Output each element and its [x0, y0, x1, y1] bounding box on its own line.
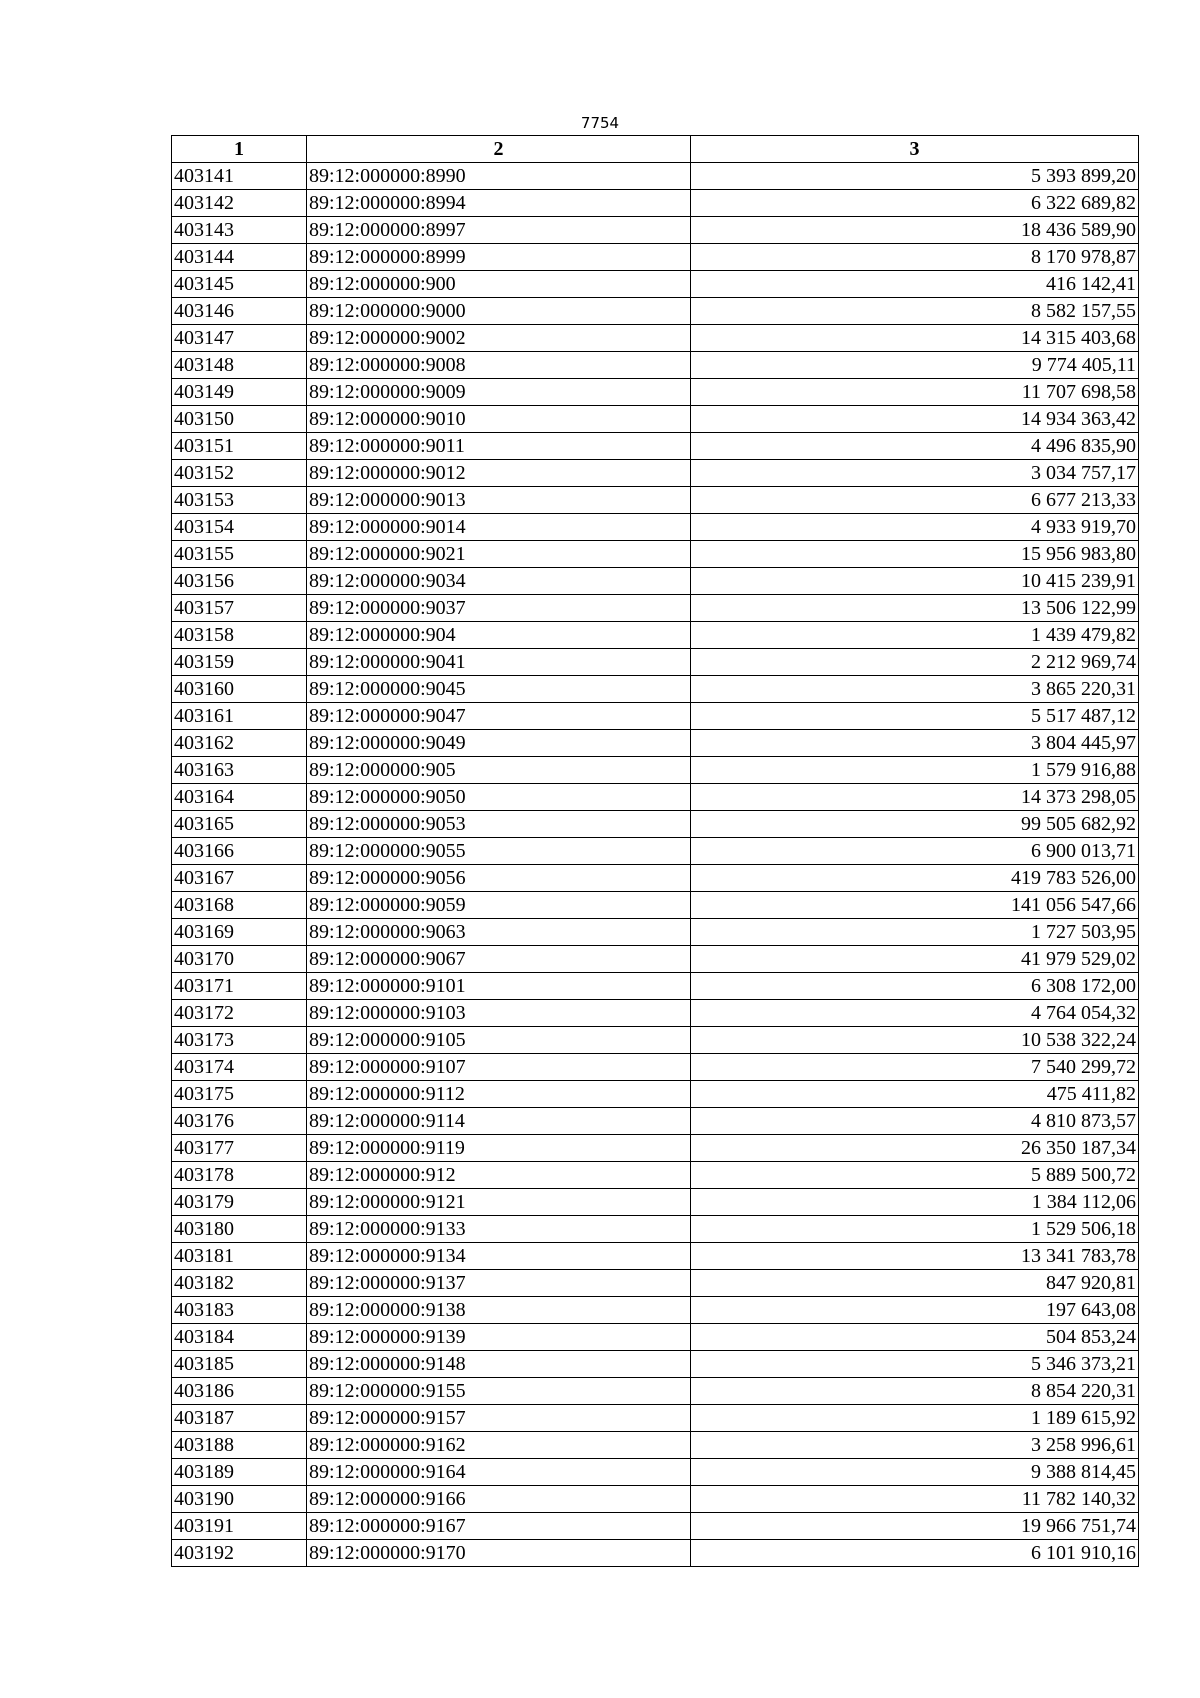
table-row — [172, 1351, 1139, 1378]
cadastral-value: 41 979 529,02 — [691, 946, 1139, 973]
row-number: 403178 — [172, 1162, 307, 1189]
row-number: 403165 — [172, 811, 307, 838]
cadastral-number: 89:12:000000:8997 — [307, 217, 691, 244]
row-number: 403181 — [172, 1243, 307, 1270]
cadastral-number: 89:12:000000:9107 — [307, 1054, 691, 1081]
row-number: 403146 — [172, 298, 307, 325]
row-number: 403142 — [172, 190, 307, 217]
row-number: 403187 — [172, 1405, 307, 1432]
cadastral-number: 89:12:000000:9139 — [307, 1324, 691, 1351]
row-number: 403159 — [172, 649, 307, 676]
cadastral-value: 8 582 157,55 — [691, 298, 1139, 325]
table-row — [172, 622, 1139, 649]
row-number: 403170 — [172, 946, 307, 973]
table-row — [172, 163, 1139, 190]
row-number: 403156 — [172, 568, 307, 595]
cadastral-value: 15 956 983,80 — [691, 541, 1139, 568]
cadastral-number: 89:12:000000:9148 — [307, 1351, 691, 1378]
cadastral-number: 89:12:000000:9167 — [307, 1513, 691, 1540]
table-row — [172, 244, 1139, 271]
page-number: 7754 — [580, 114, 620, 132]
cadastral-value: 2 212 969,74 — [691, 649, 1139, 676]
cadastral-value: 5 517 487,12 — [691, 703, 1139, 730]
row-number: 403190 — [172, 1486, 307, 1513]
column-header-3: 3 — [691, 136, 1139, 163]
row-number: 403179 — [172, 1189, 307, 1216]
cadastral-number: 89:12:000000:9119 — [307, 1135, 691, 1162]
column-header-1: 1 — [172, 136, 307, 163]
row-number: 403163 — [172, 757, 307, 784]
row-number: 403161 — [172, 703, 307, 730]
row-number: 403141 — [172, 163, 307, 190]
cadastral-value: 6 900 013,71 — [691, 838, 1139, 865]
table-row — [172, 1108, 1139, 1135]
row-number: 403189 — [172, 1459, 307, 1486]
cadastral-value: 11 782 140,32 — [691, 1486, 1139, 1513]
cadastral-value: 13 506 122,99 — [691, 595, 1139, 622]
row-number: 403188 — [172, 1432, 307, 1459]
table-row — [172, 1243, 1139, 1270]
cadastral-number: 89:12:000000:9049 — [307, 730, 691, 757]
row-number: 403153 — [172, 487, 307, 514]
row-number: 403162 — [172, 730, 307, 757]
table-row — [172, 703, 1139, 730]
cadastral-value: 1 579 916,88 — [691, 757, 1139, 784]
cadastral-number: 89:12:000000:8999 — [307, 244, 691, 271]
table-row — [172, 190, 1139, 217]
header-row — [172, 136, 1139, 163]
row-number: 403184 — [172, 1324, 307, 1351]
cadastral-value: 8 170 978,87 — [691, 244, 1139, 271]
cadastral-value: 504 853,24 — [691, 1324, 1139, 1351]
cadastral-value: 6 677 213,33 — [691, 487, 1139, 514]
table-row — [172, 1189, 1139, 1216]
cadastral-number: 89:12:000000:9002 — [307, 325, 691, 352]
register-table — [171, 135, 1139, 1567]
row-number: 403171 — [172, 973, 307, 1000]
cadastral-value: 141 056 547,66 — [691, 892, 1139, 919]
cadastral-number: 89:12:000000:904 — [307, 622, 691, 649]
cadastral-value: 5 393 899,20 — [691, 163, 1139, 190]
row-number: 403174 — [172, 1054, 307, 1081]
cadastral-value: 8 854 220,31 — [691, 1378, 1139, 1405]
cadastral-number: 89:12:000000:9114 — [307, 1108, 691, 1135]
row-number: 403143 — [172, 217, 307, 244]
cadastral-number: 89:12:000000:9162 — [307, 1432, 691, 1459]
cadastral-number: 89:12:000000:9105 — [307, 1027, 691, 1054]
cadastral-number: 89:12:000000:9166 — [307, 1486, 691, 1513]
cadastral-value: 18 436 589,90 — [691, 217, 1139, 244]
table-row — [172, 298, 1139, 325]
cadastral-number: 89:12:000000:9067 — [307, 946, 691, 973]
row-number: 403182 — [172, 1270, 307, 1297]
cadastral-value: 10 415 239,91 — [691, 568, 1139, 595]
cadastral-value: 1 439 479,82 — [691, 622, 1139, 649]
row-number: 403175 — [172, 1081, 307, 1108]
cadastral-value: 6 308 172,00 — [691, 973, 1139, 1000]
cadastral-value: 14 315 403,68 — [691, 325, 1139, 352]
cadastral-number: 89:12:000000:9014 — [307, 514, 691, 541]
row-number: 403176 — [172, 1108, 307, 1135]
table-row — [172, 1135, 1139, 1162]
table-row — [172, 1324, 1139, 1351]
cadastral-value: 197 643,08 — [691, 1297, 1139, 1324]
cadastral-value: 10 538 322,24 — [691, 1027, 1139, 1054]
row-number: 403149 — [172, 379, 307, 406]
table-row — [172, 649, 1139, 676]
table-row — [172, 676, 1139, 703]
table-row — [172, 1027, 1139, 1054]
cadastral-value: 3 804 445,97 — [691, 730, 1139, 757]
cadastral-value: 19 966 751,74 — [691, 1513, 1139, 1540]
table-row — [172, 271, 1139, 298]
row-number: 403145 — [172, 271, 307, 298]
cadastral-number: 89:12:000000:8994 — [307, 190, 691, 217]
cadastral-number: 89:12:000000:9037 — [307, 595, 691, 622]
table-row — [172, 1081, 1139, 1108]
row-number: 403150 — [172, 406, 307, 433]
table-row — [172, 217, 1139, 244]
row-number: 403191 — [172, 1513, 307, 1540]
cadastral-value: 6 322 689,82 — [691, 190, 1139, 217]
cadastral-value: 13 341 783,78 — [691, 1243, 1139, 1270]
cadastral-value: 4 810 873,57 — [691, 1108, 1139, 1135]
cadastral-number: 89:12:000000:9010 — [307, 406, 691, 433]
table-row — [172, 1405, 1139, 1432]
cadastral-value: 14 934 363,42 — [691, 406, 1139, 433]
cadastral-number: 89:12:000000:9050 — [307, 784, 691, 811]
table-row — [172, 730, 1139, 757]
cadastral-number: 89:12:000000:9011 — [307, 433, 691, 460]
cadastral-value: 1 727 503,95 — [691, 919, 1139, 946]
cadastral-number: 89:12:000000:9063 — [307, 919, 691, 946]
cadastral-number: 89:12:000000:9157 — [307, 1405, 691, 1432]
cadastral-number: 89:12:000000:9000 — [307, 298, 691, 325]
table-row — [172, 352, 1139, 379]
table-row — [172, 433, 1139, 460]
cadastral-number: 89:12:000000:9013 — [307, 487, 691, 514]
row-number: 403183 — [172, 1297, 307, 1324]
row-number: 403167 — [172, 865, 307, 892]
row-number: 403169 — [172, 919, 307, 946]
cadastral-value: 9 388 814,45 — [691, 1459, 1139, 1486]
table-row — [172, 973, 1139, 1000]
row-number: 403160 — [172, 676, 307, 703]
row-number: 403155 — [172, 541, 307, 568]
cadastral-number: 89:12:000000:9009 — [307, 379, 691, 406]
cadastral-value: 475 411,82 — [691, 1081, 1139, 1108]
table-row — [172, 1054, 1139, 1081]
cadastral-number: 89:12:000000:9059 — [307, 892, 691, 919]
table-row — [172, 1540, 1139, 1567]
cadastral-value: 1 384 112,06 — [691, 1189, 1139, 1216]
cadastral-number: 89:12:000000:9164 — [307, 1459, 691, 1486]
cadastral-number: 89:12:000000:9034 — [307, 568, 691, 595]
cadastral-number: 89:12:000000:9047 — [307, 703, 691, 730]
table-row — [172, 595, 1139, 622]
table-row — [172, 1297, 1139, 1324]
table-row — [172, 838, 1139, 865]
table-row — [172, 865, 1139, 892]
table-row — [172, 460, 1139, 487]
row-number: 403172 — [172, 1000, 307, 1027]
table-row — [172, 406, 1139, 433]
table-row — [172, 1216, 1139, 1243]
cadastral-number: 89:12:000000:912 — [307, 1162, 691, 1189]
table-header — [172, 136, 1139, 163]
cadastral-value: 1 189 615,92 — [691, 1405, 1139, 1432]
cadastral-value: 5 346 373,21 — [691, 1351, 1139, 1378]
cadastral-number: 89:12:000000:9133 — [307, 1216, 691, 1243]
row-number: 403148 — [172, 352, 307, 379]
cadastral-number: 89:12:000000:9170 — [307, 1540, 691, 1567]
cadastral-number: 89:12:000000:9155 — [307, 1378, 691, 1405]
cadastral-number: 89:12:000000:9012 — [307, 460, 691, 487]
table-row — [172, 1513, 1139, 1540]
cadastral-value: 3 034 757,17 — [691, 460, 1139, 487]
row-number: 403166 — [172, 838, 307, 865]
table-row — [172, 1000, 1139, 1027]
cadastral-value: 419 783 526,00 — [691, 865, 1139, 892]
row-number: 403185 — [172, 1351, 307, 1378]
cadastral-number: 89:12:000000:9121 — [307, 1189, 691, 1216]
table-row — [172, 514, 1139, 541]
cadastral-number: 89:12:000000:8990 — [307, 163, 691, 190]
table-row — [172, 1486, 1139, 1513]
row-number: 403164 — [172, 784, 307, 811]
row-number: 403157 — [172, 595, 307, 622]
cadastral-value: 4 933 919,70 — [691, 514, 1139, 541]
cadastral-number: 89:12:000000:9134 — [307, 1243, 691, 1270]
table-row — [172, 919, 1139, 946]
cadastral-value: 4 496 835,90 — [691, 433, 1139, 460]
table-row — [172, 379, 1139, 406]
cadastral-value: 6 101 910,16 — [691, 1540, 1139, 1567]
cadastral-value: 5 889 500,72 — [691, 1162, 1139, 1189]
row-number: 403151 — [172, 433, 307, 460]
row-number: 403186 — [172, 1378, 307, 1405]
table-row — [172, 487, 1139, 514]
cadastral-number: 89:12:000000:9101 — [307, 973, 691, 1000]
table-row — [172, 325, 1139, 352]
cadastral-number: 89:12:000000:9008 — [307, 352, 691, 379]
cadastral-value: 26 350 187,34 — [691, 1135, 1139, 1162]
table-row — [172, 1432, 1139, 1459]
table-row — [172, 1378, 1139, 1405]
row-number: 403173 — [172, 1027, 307, 1054]
row-number: 403144 — [172, 244, 307, 271]
column-header-2: 2 — [307, 136, 691, 163]
table-row — [172, 1459, 1139, 1486]
row-number: 403168 — [172, 892, 307, 919]
row-number: 403177 — [172, 1135, 307, 1162]
table-row — [172, 811, 1139, 838]
cadastral-number: 89:12:000000:9056 — [307, 865, 691, 892]
cadastral-number: 89:12:000000:9041 — [307, 649, 691, 676]
table-row — [172, 946, 1139, 973]
row-number: 403147 — [172, 325, 307, 352]
cadastral-number: 89:12:000000:9138 — [307, 1297, 691, 1324]
row-number: 403192 — [172, 1540, 307, 1567]
row-number: 403180 — [172, 1216, 307, 1243]
cadastral-number: 89:12:000000:9045 — [307, 676, 691, 703]
table-body — [172, 163, 1139, 1567]
table-row — [172, 1270, 1139, 1297]
table-row — [172, 541, 1139, 568]
cadastral-number: 89:12:000000:900 — [307, 271, 691, 298]
cadastral-value: 847 920,81 — [691, 1270, 1139, 1297]
cadastral-value: 416 142,41 — [691, 271, 1139, 298]
table-row — [172, 757, 1139, 784]
table-row — [172, 784, 1139, 811]
cadastral-number: 89:12:000000:9137 — [307, 1270, 691, 1297]
cadastral-number: 89:12:000000:9103 — [307, 1000, 691, 1027]
row-number: 403152 — [172, 460, 307, 487]
table-row — [172, 892, 1139, 919]
table-row — [172, 568, 1139, 595]
cadastral-number: 89:12:000000:9021 — [307, 541, 691, 568]
cadastral-value: 1 529 506,18 — [691, 1216, 1139, 1243]
cadastral-value: 14 373 298,05 — [691, 784, 1139, 811]
table-row — [172, 1162, 1139, 1189]
cadastral-value: 4 764 054,32 — [691, 1000, 1139, 1027]
cadastral-value: 11 707 698,58 — [691, 379, 1139, 406]
cadastral-value: 9 774 405,11 — [691, 352, 1139, 379]
cadastral-number: 89:12:000000:9053 — [307, 811, 691, 838]
row-number: 403158 — [172, 622, 307, 649]
cadastral-number: 89:12:000000:9055 — [307, 838, 691, 865]
cadastral-value: 7 540 299,72 — [691, 1054, 1139, 1081]
row-number: 403154 — [172, 514, 307, 541]
cadastral-number: 89:12:000000:905 — [307, 757, 691, 784]
cadastral-value: 99 505 682,92 — [691, 811, 1139, 838]
cadastral-value: 3 865 220,31 — [691, 676, 1139, 703]
cadastral-value: 3 258 996,61 — [691, 1432, 1139, 1459]
cadastral-number: 89:12:000000:9112 — [307, 1081, 691, 1108]
